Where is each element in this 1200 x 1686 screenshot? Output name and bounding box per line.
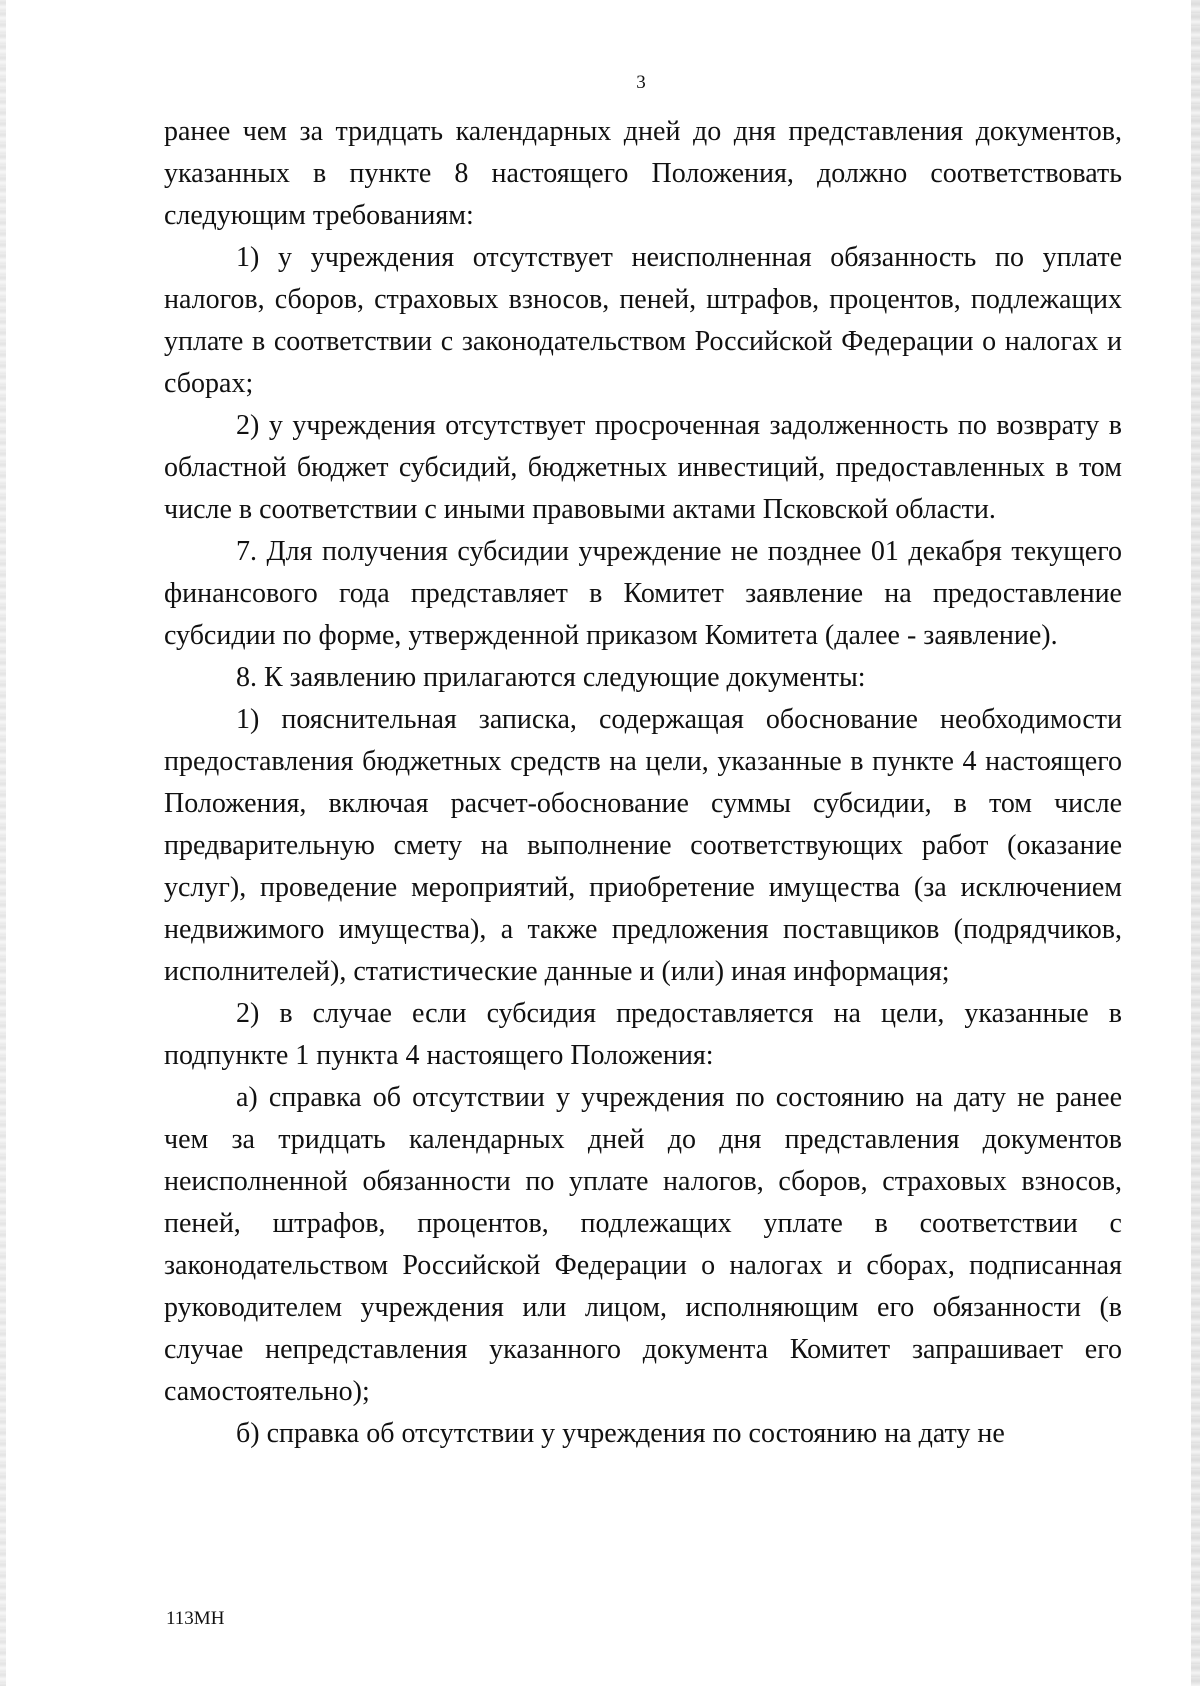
paragraph-clause-8-item-1: 1) пояснительная записка, содержащая обоснование необходимости предоставления бюджетных средств на цели, указанные в пункте 4 настоящего Положения, включая расчет-обоснование суммы субсидии, в том числе предварительную смету на выполнение соответствующих работ (оказание услуг), проведение мероприятий, приобретение имущества (за исключением недвижимого имущества), а также предложения поставщиков (подрядчиков, исполнителей), статистические данные и (или) иная информация; [164,704,1122,987]
footer-code: 113МН [166,1608,225,1629]
scan-edge-right [1191,0,1200,1686]
paragraph-clause-8: 8. К заявлению прилагаются следующие документы: [236,662,866,693]
page-number: 3 [636,72,646,93]
paragraph-subitem-b: б) справка об отсутствии у учреждения по состоянию на дату не [236,1418,1005,1449]
scan-edge-left [0,0,6,1686]
paragraph-clause-7: 7. Для получения субсидии учреждение не позднее 01 декабря текущего финансового года представляет в Комитет заявление на предоставление субсидии по форме, утвержденной приказом Комитета (далее - заявление). [164,536,1122,651]
paragraph-continuation: ранее чем за тридцать календарных дней до дня представления документов, указанных в пункте 8 настоящего Положения, должно соответствовать следующим требованиям: [164,116,1122,231]
body-text [164,111,1122,1455]
paragraph-clause-8-item-2: 2) в случае если субсидия предоставляется на цели, указанные в подпункте 1 пункта 4 настоящего Положения: [164,998,1122,1071]
paragraph-item-1: 1) у учреждения отсутствует неисполненная обязанность по уплате налогов, сборов, страховых взносов, пеней, штрафов, процентов, подлежащих уплате в соответствии с законодательством Российской Федерации о налогах и сборах; [164,242,1122,399]
paragraph-item-2: 2) у учреждения отсутствует просроченная задолженность по возврату в областной бюджет субсидий, бюджетных инвестиций, предоставленных в том числе в соответствии с иными правовыми актами Псковской области. [164,410,1122,525]
paragraph-subitem-a: а) справка об отсутствии у учреждения по состоянию на дату не ранее чем за тридцать календарных дней до дня представления документов неисполненной обязанности по уплате налогов, сборов, страховых взносов, пеней, штрафов, процентов, подлежащих уплате в соответствии с законодательством Российской Федерации о налогах и сборах, подписанная руководителем учреждения или лицом, исполняющим его обязанности (в случае непредставления указанного документа Комитет запрашивает его самостоятельно); [164,1082,1122,1407]
